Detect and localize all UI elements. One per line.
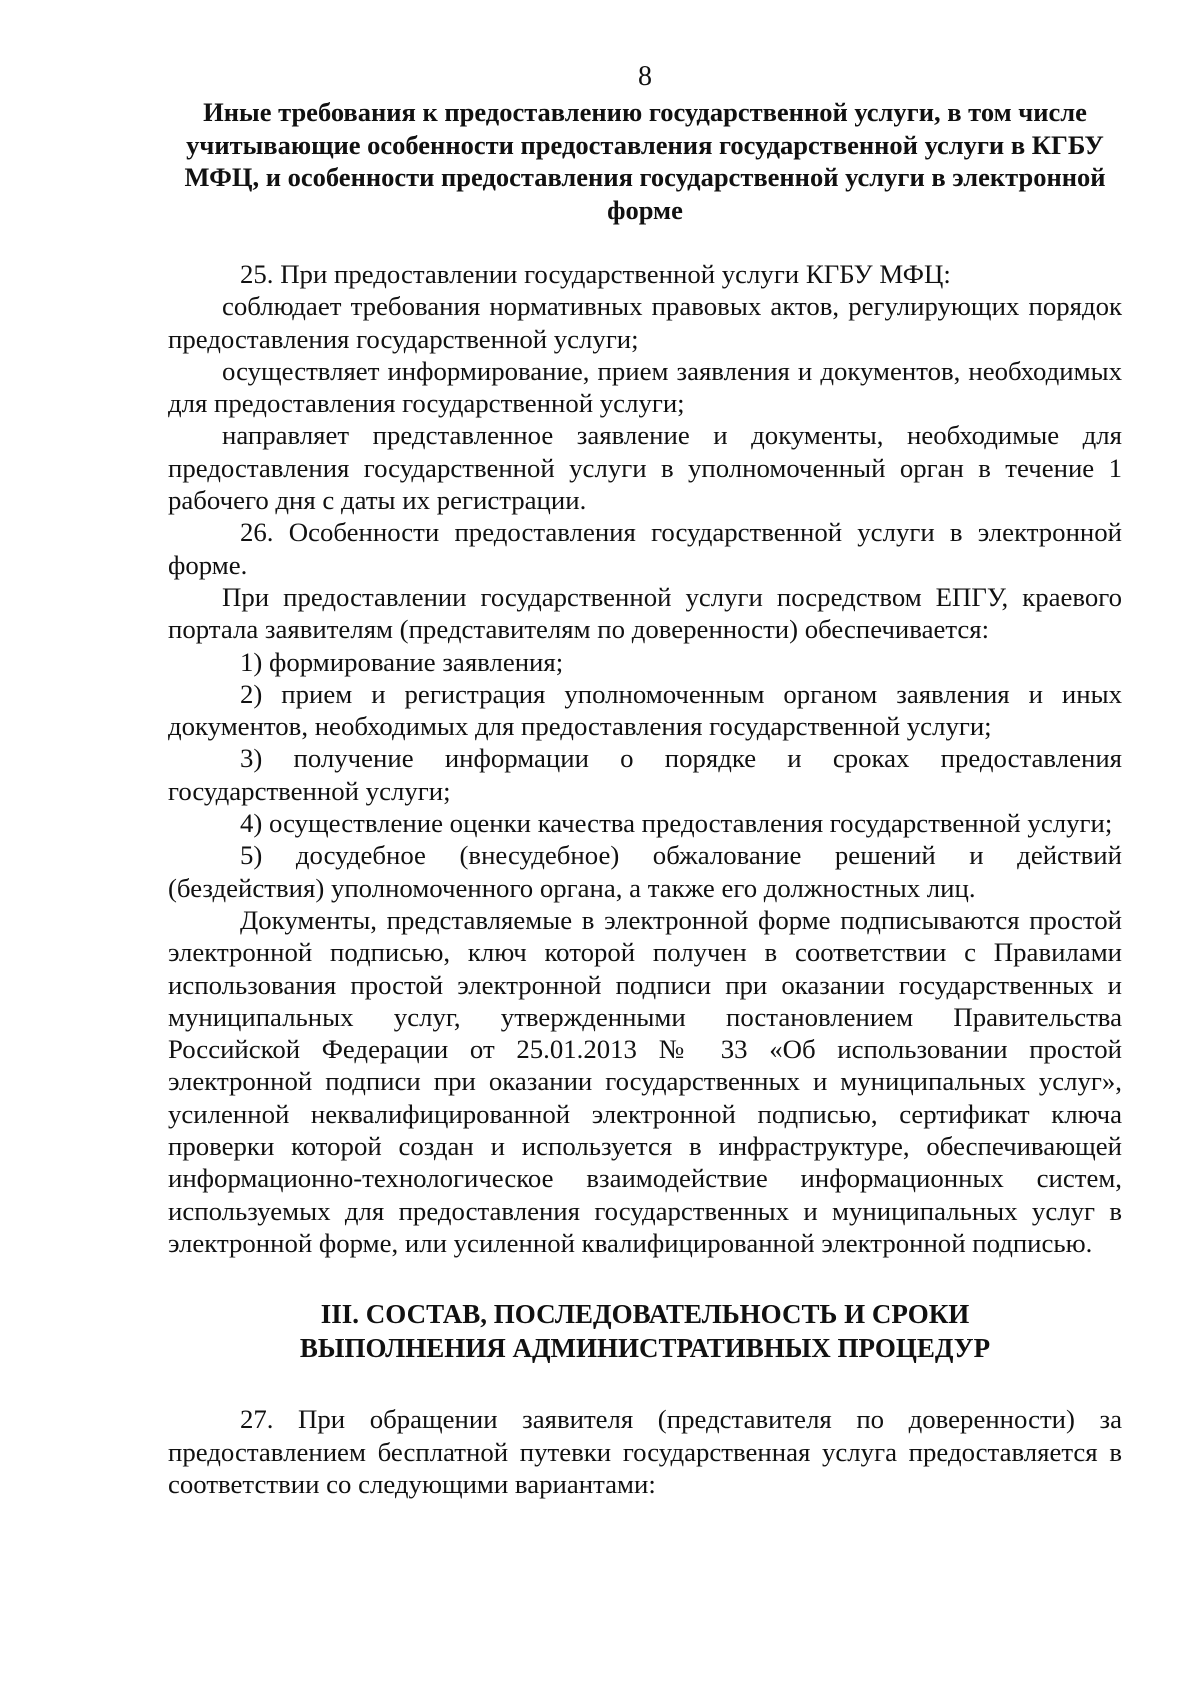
section-heading-other-requirements: Иные требования к предоставлению государственной услуги, в том числе учитывающие особенности предоставления государственной услуги в КГБУ МФЦ, и особенности предоставления государственной услуги в электронной форме — [184, 97, 1106, 225]
paragraph: осуществляет информирование, прием заявления и документов, необходимых для предоставления государственной услуги; — [168, 355, 1122, 419]
list-item: 5) досудебное (внесудебное) обжалование решений и действий (бездействия) уполномоченного органа, а также его должностных лиц. — [168, 840, 1122, 903]
paragraph-25: 25. При предоставлении государственной услуги КГБУ МФЦ: — [240, 259, 951, 289]
body-text-block-1 — [168, 258, 1122, 1259]
paragraph-26: 26. Особенности предоставления государственной услуги в электронной форме. — [168, 517, 1122, 580]
section-heading-iii-line-1: III. СОСТАВ, ПОСЛЕДОВАТЕЛЬНОСТЬ И СРОКИ — [320, 1299, 970, 1330]
section-heading-iii-line-2: ВЫПОЛНЕНИЯ АДМИНИСТРАТИВНЫХ ПРОЦЕДУР — [299, 1333, 991, 1364]
body-text-block-2 — [168, 1403, 1122, 1500]
section-heading-iii — [168, 1297, 1122, 1365]
paragraph: направляет представленное заявление и документы, необходимые для предоставления государственной услуги в уполномоченный орган в течение 1 рабочего дня с даты их регистрации. — [168, 420, 1122, 516]
paragraph-27: 27. При обращении заявителя (представителя по доверенности) за предоставлением бесплатной путевки государственная услуга предоставляется в соответствии со следующими вариантами: — [168, 1404, 1122, 1499]
paragraph: При предоставлении государственной услуги посредством ЕПГУ, краевого портала заявителям (представителям по доверенности) обеспечивается: — [168, 581, 1122, 645]
list-item: 3) получение информации о порядке и сроках предоставления государственной услуги; — [168, 743, 1122, 806]
paragraph: соблюдает требования нормативных правовых актов, регулирующих порядок предоставления государственной услуги; — [168, 291, 1122, 354]
list-item: 1) формирование заявления; — [240, 646, 564, 677]
paragraph-signatures: Документы, представляемые в электронной форме подписываются простой электронной подписью, ключ которой получен в соответствии с Правилами использования простой электронной подписи при оказании государственных и муниципальных услуг, утвержденными постановлением Правительства Российской Федерации от 25.01.2013 № 33 «Об использовании простой электронной подписи при оказании государственных и муниципальных услуг», усиленной неквалифицированной электронной подписью, сертификат ключа проверки которой создан и используется в инфраструктуре, обеспечивающей информационно-технологическое взаимодействие информационных систем, используемых для предоставления государственных и муниципальных услуг в электронной форме, или усиленной квалифицированной электронной подписью. — [168, 904, 1122, 1258]
list-item: 2) прием и регистрация уполномоченным органом заявления и иных документов, необходимых для предоставления государственной услуги; — [168, 678, 1122, 742]
document-page — [168, 60, 1122, 1500]
page-number: 8 — [638, 61, 652, 92]
list-item: 4) осуществление оценки качества предоставления государственной услуги; — [240, 808, 1113, 839]
